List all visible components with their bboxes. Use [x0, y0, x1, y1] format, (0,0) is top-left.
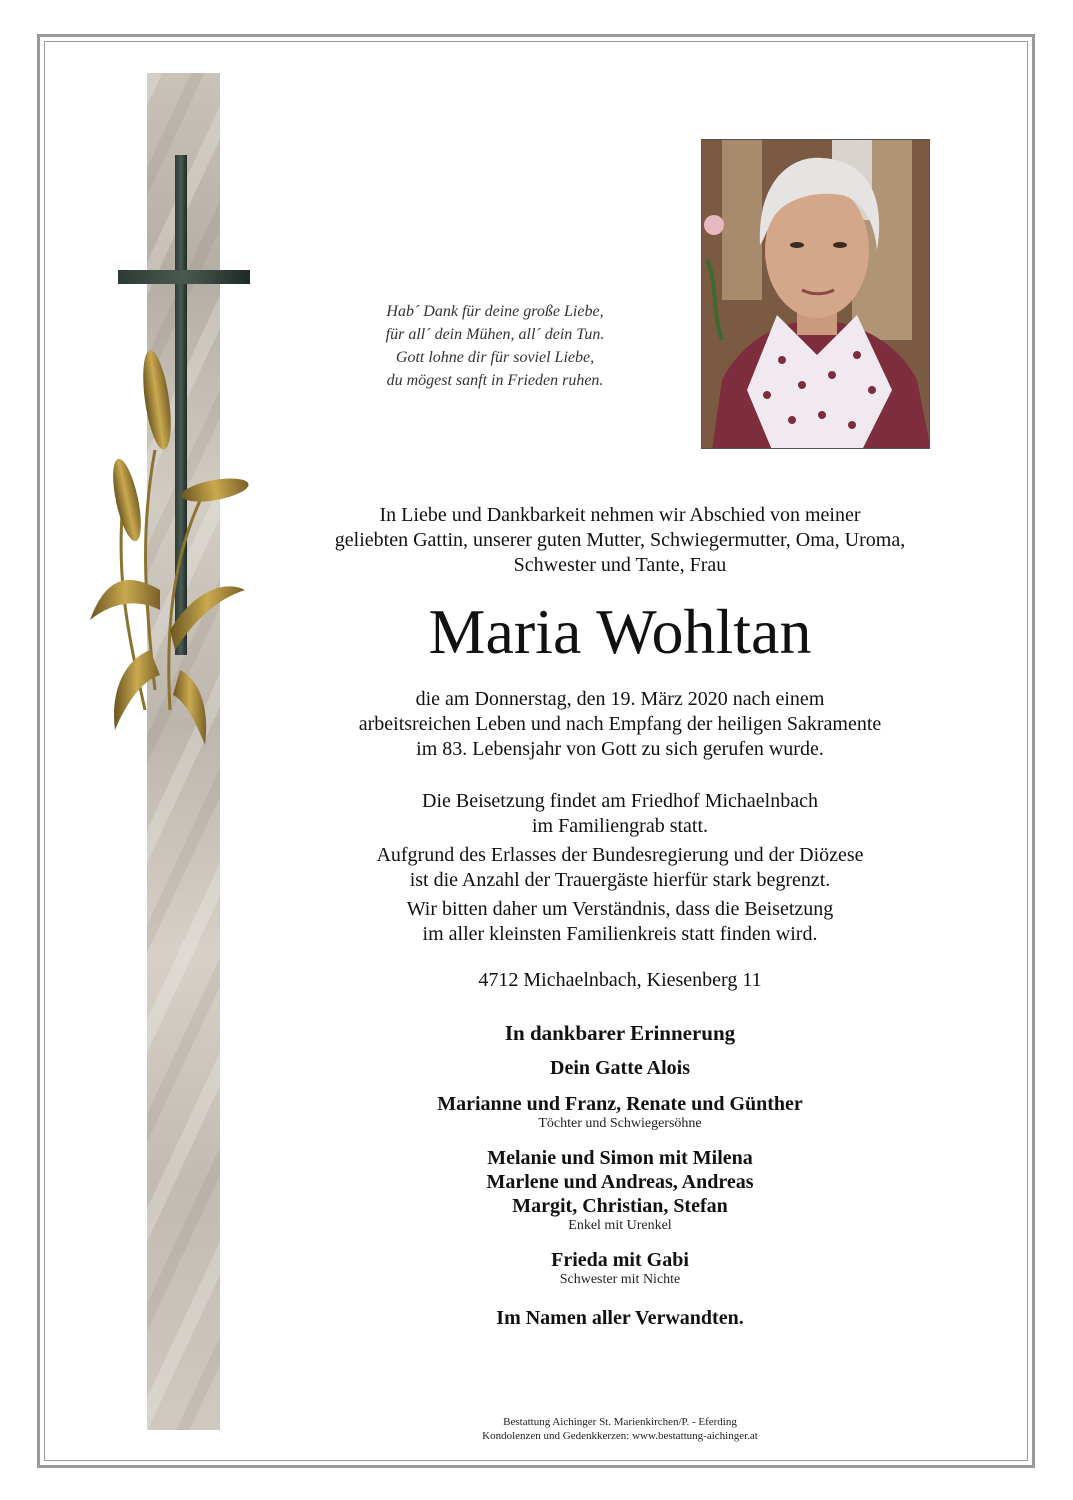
poem-line: Hab´ Dank für deine große Liebe, [386, 303, 604, 320]
spouse-name: Dein Gatte Alois [550, 1057, 690, 1079]
funeral-line: Aufgrund des Erlasses der Bundesregierung und der Diözese [376, 844, 864, 866]
family-block [300, 1020, 940, 1330]
grandchildren-names: Margit, Christian, Stefan [512, 1195, 728, 1217]
poem-line: für all´ dein Mühen, all´ dein Tun. [385, 326, 605, 343]
spouse-group [300, 1056, 940, 1080]
funeral-line: im Familiengrab statt. [531, 815, 709, 837]
funeral-line: im aller kleinsten Familienkreis statt finden wird. [422, 923, 818, 945]
footer [300, 1415, 940, 1443]
portrait-photo [701, 139, 930, 449]
children-role: Töchter und Schwiegersöhne [538, 1116, 702, 1131]
poem [300, 300, 690, 392]
closing-line: Im Namen aller Verwandten. [496, 1307, 744, 1329]
funeral-line: Die Beisetzung findet am Friedhof Michaelnbach [422, 790, 818, 812]
intro-line: Schwester und Tante, Frau [513, 554, 727, 576]
family-heading: In dankbarer Erinnerung [504, 1021, 736, 1045]
cross-with-wheat-icon [85, 150, 260, 750]
footer-condolences: Kondolenzen und Gedenkkerzen: www.bestattung-aichinger.at [482, 1430, 758, 1442]
children-names: Marianne und Franz, Renate und Günther [437, 1093, 803, 1115]
address: 4712 Michaelnbach, Kiesenberg 11 [478, 969, 762, 991]
deceased-name: Maria Wohltan [428, 596, 812, 667]
children-group [300, 1092, 940, 1132]
sibling-group [300, 1248, 940, 1288]
intro-line: geliebten Gattin, unserer guten Mutter, Schwiegermutter, Oma, Uroma, [334, 529, 906, 551]
funeral-line: ist die Anzahl der Trauergäste hierfür stark begrenzt. [409, 869, 831, 891]
passing-line: im 83. Lebensjahr von Gott zu sich gerufen wurde. [416, 738, 824, 760]
sibling-names: Frieda mit Gabi [551, 1249, 689, 1271]
intro-text [300, 503, 940, 578]
poem-line: du mögest sanft in Frieden ruhen. [386, 372, 604, 389]
passing-line: die am Donnerstag, den 19. März 2020 nach einem [415, 688, 825, 710]
grandchildren-role: Enkel mit Urenkel [568, 1218, 672, 1233]
passing-text [300, 687, 940, 762]
funeral-text [300, 789, 940, 947]
poem-line: Gott lohne dir für soviel Liebe, [395, 349, 595, 366]
grandchildren-names: Marlene und Andreas, Andreas [486, 1171, 754, 1193]
portrait-image [702, 140, 930, 449]
grandchildren-group [300, 1146, 940, 1234]
passing-line: arbeitsreichen Leben und nach Empfang der heiligen Sakramente [358, 713, 882, 735]
grandchildren-names: Melanie und Simon mit Milena [487, 1147, 753, 1169]
footer-funeral-home: Bestattung Aichinger St. Marienkirchen/P. - Eferding [503, 1416, 737, 1428]
intro-line: In Liebe und Dankbarkeit nehmen wir Abschied von meiner [379, 504, 861, 526]
funeral-line: Wir bitten daher um Verständnis, dass die Beisetzung [406, 898, 834, 920]
sibling-role: Schwester mit Nichte [559, 1272, 681, 1287]
